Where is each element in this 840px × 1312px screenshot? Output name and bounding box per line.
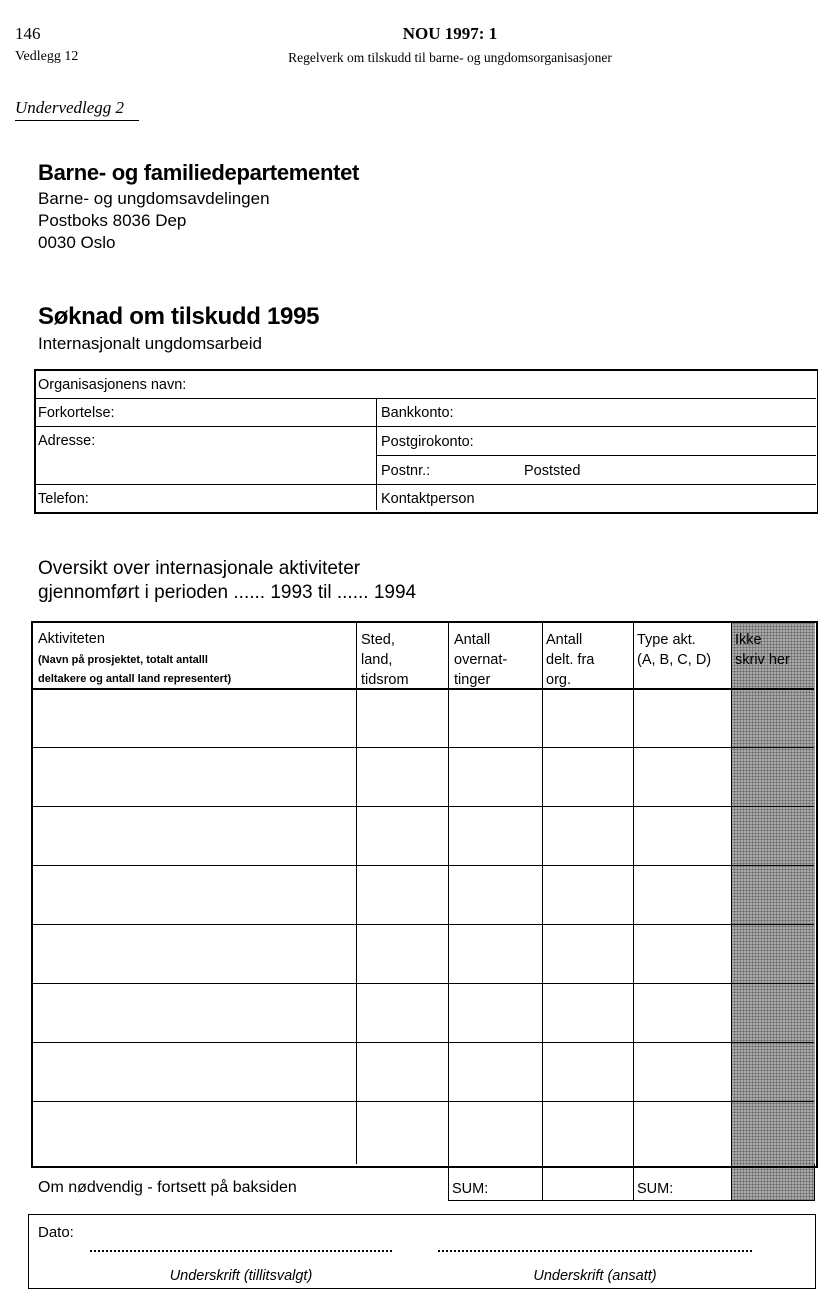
department-name: Barne- og familiedepartementet: [38, 160, 360, 185]
document-title: NOU 1997: 1: [402, 24, 498, 43]
column-header-participants: delt. fra: [546, 652, 595, 668]
column-header-activity: Aktiviteten: [38, 631, 105, 647]
date-field[interactable]: Dato:: [38, 1224, 74, 1241]
contact-person-field[interactable]: Kontaktperson: [381, 491, 475, 507]
postal-code-field[interactable]: Postnr.:: [381, 463, 431, 479]
sub-appendix-underline: [15, 120, 139, 121]
row-divider: [33, 806, 814, 807]
continue-on-back-note: Om nødvendig - fortsett på baksiden: [38, 1179, 297, 1196]
application-title: Søknad om tilskudd 1995: [38, 303, 320, 330]
column-divider: [542, 622, 543, 1201]
application-subtitle: Internasjonalt ungdomsarbeid: [38, 334, 262, 353]
divider: [377, 455, 816, 456]
org-name-field[interactable]: Organisasjonens navn:: [38, 377, 187, 393]
signature-label-representative: Underskrift (tillitsvalgt): [169, 1268, 313, 1284]
sum-row-bottom: [448, 1200, 815, 1201]
row-divider: [33, 865, 814, 866]
row-divider: [33, 983, 814, 984]
divider: [36, 484, 816, 485]
address-line: Postboks 8036 Dep: [38, 211, 187, 230]
postgiro-account-field[interactable]: Postgirokonto:: [381, 434, 474, 450]
row-divider: [33, 1101, 814, 1102]
row-divider: [33, 747, 814, 748]
divider: [36, 426, 816, 427]
bank-account-field[interactable]: Bankkonto:: [381, 405, 454, 421]
document-subtitle: Regelverk om tilskudd til barne- og ungdomsorganisasjoner: [288, 50, 612, 65]
overview-period: gjennomført i perioden ...... 1993 til ...... 1994: [38, 582, 417, 603]
page-number: 146: [15, 24, 41, 43]
column-header-activity-note: deltakere og antall land representert): [38, 673, 232, 685]
appendix-label: Vedlegg 12: [15, 49, 79, 64]
address-line: Barne- og ungdomsavdelingen: [38, 189, 270, 208]
signature-line-representative[interactable]: [90, 1250, 392, 1252]
column-header-participants: Antall: [546, 632, 583, 648]
column-header-participants: org.: [546, 672, 571, 688]
divider: [376, 398, 377, 510]
postal-place-field[interactable]: Poststed: [524, 463, 581, 479]
sum-overnights-field[interactable]: SUM:: [452, 1181, 489, 1197]
divider: [36, 398, 816, 399]
column-divider: [633, 622, 634, 1201]
column-divider: [731, 622, 732, 1201]
column-header-do-not-write: Ikke: [735, 632, 762, 648]
column-header-place: land,: [361, 652, 393, 668]
column-header-overnights: overnat-: [454, 652, 508, 668]
column-header-do-not-write: skriv her: [735, 652, 790, 668]
column-divider: [356, 622, 357, 1164]
sum-row-right: [814, 1164, 815, 1201]
phone-field[interactable]: Telefon:: [38, 491, 89, 507]
column-header-overnights: Antall: [454, 632, 491, 648]
address-line: 0030 Oslo: [38, 233, 116, 252]
column-header-activity-note: (Navn på prosjektet, totalt antalll: [38, 654, 208, 666]
table-frame: [31, 621, 818, 1168]
column-header-place: Sted,: [361, 632, 395, 648]
row-divider: [33, 924, 814, 925]
sub-appendix-label: Undervedlegg 2: [15, 98, 125, 117]
address-field[interactable]: Adresse:: [38, 433, 96, 449]
row-divider: [33, 1042, 814, 1043]
column-header-place: tidsrom: [361, 672, 409, 688]
signature-line-employee[interactable]: [438, 1250, 752, 1252]
column-header-overnights: tinger: [454, 672, 491, 688]
column-divider: [448, 622, 449, 1201]
signature-label-employee: Underskrift (ansatt): [533, 1268, 657, 1284]
abbreviation-field[interactable]: Forkortelse:: [38, 405, 115, 421]
column-header-activity-type: (A, B, C, D): [637, 652, 712, 668]
column-header-activity-type: Type akt.: [637, 632, 696, 648]
overview-heading: Oversikt over internasjonale aktiviteter: [38, 558, 361, 579]
sum-activity-type-field[interactable]: SUM:: [637, 1181, 674, 1197]
